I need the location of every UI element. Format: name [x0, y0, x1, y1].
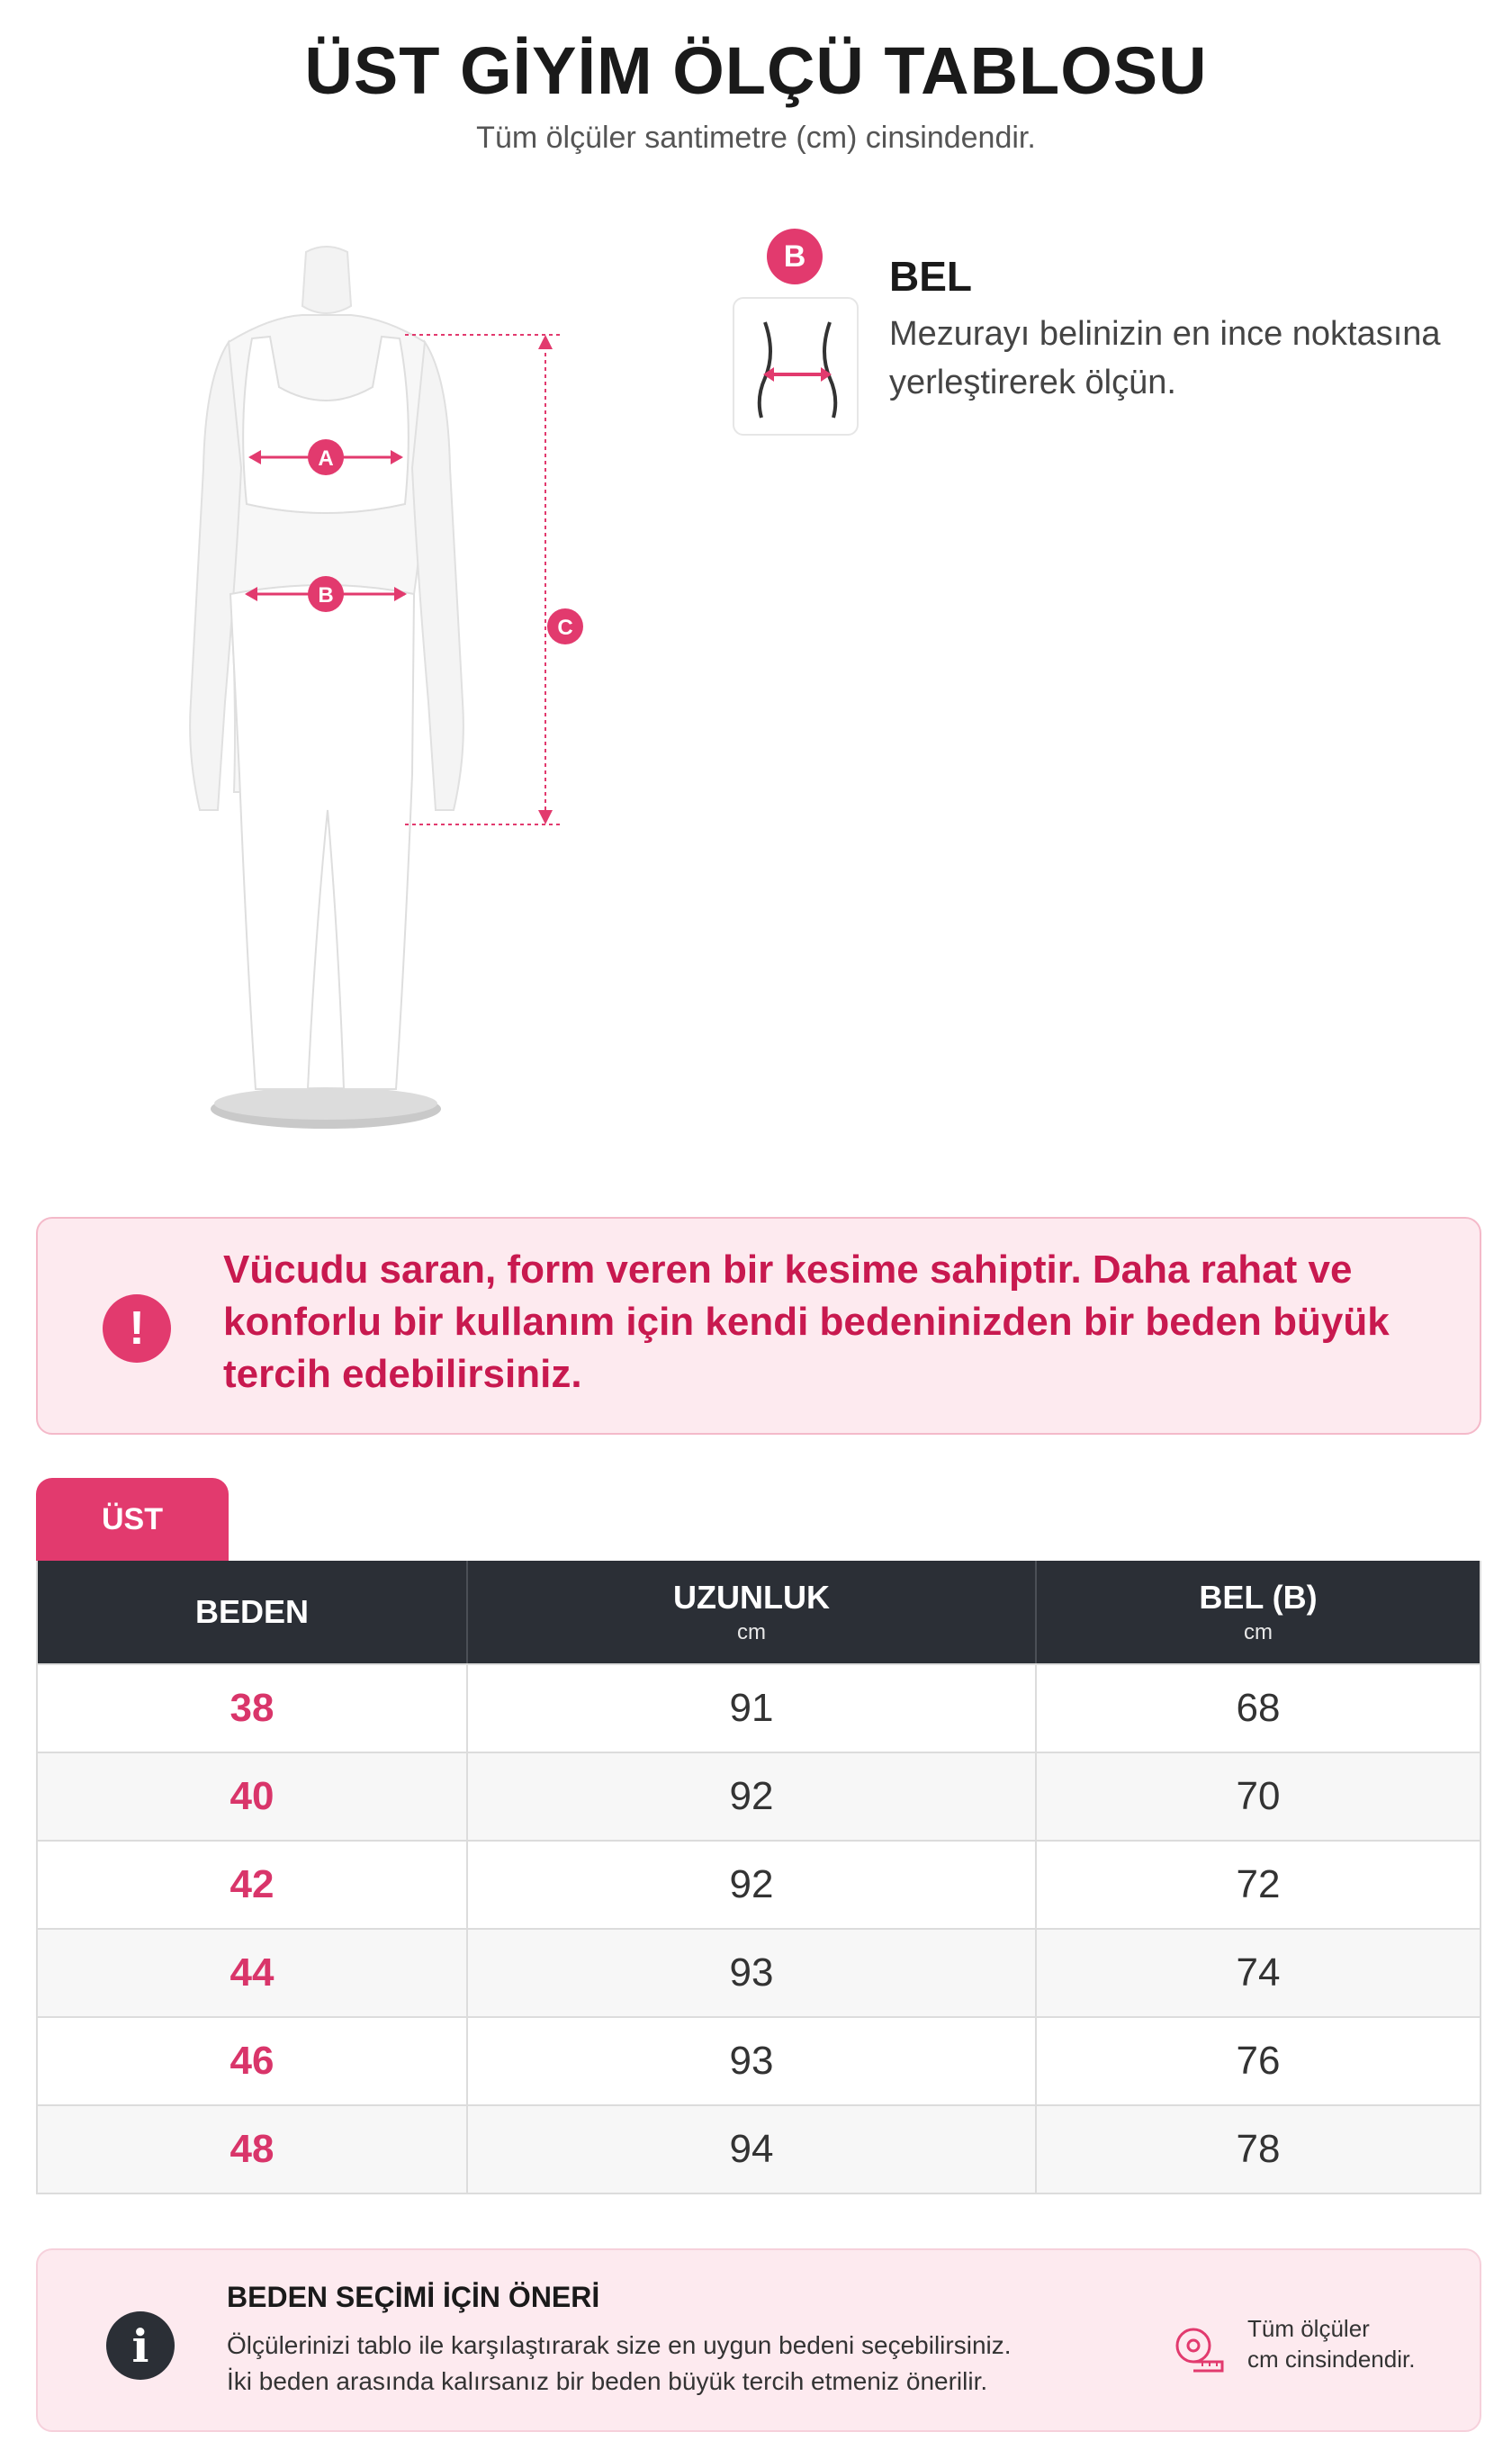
tip-title: BEDEN SEÇİMİ İÇİN ÖNERİ: [227, 2281, 600, 2313]
cell-waist: 72: [1236, 1862, 1281, 1906]
cell-waist: 78: [1236, 2127, 1281, 2171]
table-row: [38, 1840, 1480, 1928]
header-bel-unit: cm: [1244, 1620, 1273, 1644]
table-row: [38, 2104, 1480, 2193]
cell-size: 42: [38, 1842, 468, 1928]
tip-units-line-2: cm cinsindendir.: [1247, 2346, 1416, 2373]
cell-length: 92: [468, 1842, 1037, 1928]
table-body: [38, 1663, 1480, 2193]
header-uzunluk-label: UZUNLUK: [673, 1579, 830, 1616]
waist-outline-icon: [734, 299, 860, 437]
legend-title: BEL: [889, 253, 972, 300]
fit-notice: [36, 1217, 1481, 1435]
marker-a-label: A: [318, 446, 334, 471]
header-uzunluk: [468, 1561, 1037, 1663]
table-row: [38, 1663, 1480, 1752]
cell-size: 44: [38, 1930, 468, 2016]
table-row: [38, 1752, 1480, 1840]
header-bel: [1037, 1561, 1480, 1663]
info-icon: i: [106, 2311, 175, 2380]
cell-waist: 74: [1236, 1950, 1281, 1995]
measuring-tape-icon: [1172, 2322, 1226, 2376]
header-bel-label: BEL (B): [1199, 1579, 1318, 1616]
tip-units-note: [1247, 2313, 1415, 2374]
legend-badge: B: [767, 229, 823, 284]
cell-waist: 70: [1236, 1774, 1281, 1818]
table-row: [38, 2016, 1480, 2104]
fit-notice-text: Vücudu saran, form veren bir kesime sahiptir. Daha rahat ve konforlu bir kullanım için kendi bedeninizden bir beden büyük tercih edebilirsiniz.: [223, 1248, 1390, 1396]
cell-waist: 76: [1236, 2039, 1281, 2083]
tip-line-1: Ölçülerinizi tablo ile karşılaştırarak size en uygun bedeni seçebilirsiniz.: [227, 2331, 1012, 2359]
header-beden: [38, 1561, 468, 1663]
cell-size: 40: [38, 1753, 468, 1840]
legend-icon-box: [733, 297, 859, 436]
page-title: ÜST GİYİM ÖLÇÜ TABLOSU: [304, 33, 1208, 108]
size-table: [36, 1561, 1481, 2194]
tab-ust[interactable]: ÜST: [36, 1478, 229, 1561]
table-row: [38, 1928, 1480, 2016]
cell-length: 93: [468, 1930, 1037, 2016]
tip-units-line-1: Tüm ölçüler: [1247, 2315, 1370, 2342]
cell-size: 48: [38, 2106, 468, 2193]
exclamation-icon: !: [103, 1294, 171, 1363]
table-header: [38, 1561, 1480, 1663]
cell-length: 94: [468, 2106, 1037, 2193]
header-uzunluk-unit: cm: [737, 1620, 766, 1644]
page-subtitle: Tüm ölçüler santimetre (cm) cinsindendir.: [476, 121, 1036, 155]
tip-line-2: İki beden arasında kalırsanız bir beden büyük tercih etmeniz önerilir.: [227, 2367, 988, 2395]
legend-description: Mezurayı belinizin en ince noktasına yerleştirerek ölçün.: [889, 315, 1441, 401]
marker-c-label: C: [557, 616, 573, 640]
marker-b-label: B: [318, 583, 334, 608]
cell-waist: 68: [1236, 1686, 1281, 1730]
header-beden-label: BEDEN: [194, 1593, 310, 1630]
mannequin-figure: [135, 234, 603, 1143]
cell-size: 46: [38, 2018, 468, 2104]
cell-length: 92: [468, 1753, 1037, 1840]
cell-length: 93: [468, 2018, 1037, 2104]
size-tip-box: [36, 2248, 1481, 2432]
cell-size: 38: [38, 1665, 468, 1752]
cell-length: 91: [468, 1665, 1037, 1752]
